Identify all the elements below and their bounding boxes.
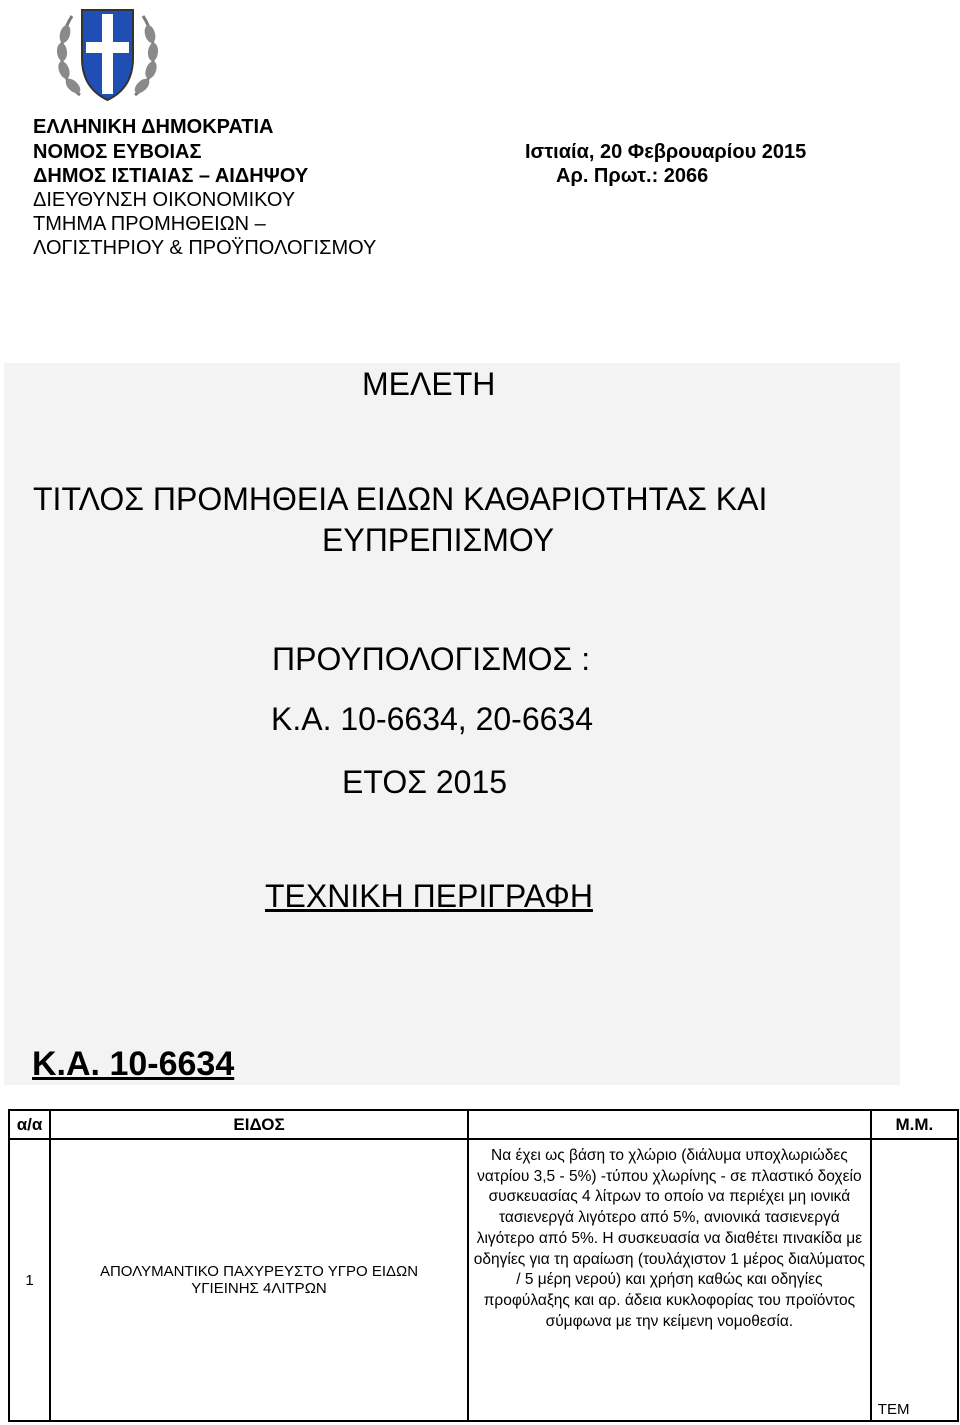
greek-coat-of-arms-icon bbox=[50, 0, 165, 110]
table-header-row bbox=[9, 1110, 958, 1139]
study-title-line-2: ΕΥΠΡΕΠΙΣΜΟΥ bbox=[322, 522, 555, 558]
row-item-name: ΑΠΟΛΥΜΑΝΤΙΚΟ ΠΑΧΥΡΕΥΣΤΟ ΥΓΡΟ ΕΙΔΩΝ ΥΓΙΕΙΝΗΣ 4ΛΙΤΡΩΝ bbox=[50, 1139, 468, 1421]
study-heading: ΜΕΛΕΤΗ bbox=[362, 366, 496, 402]
header-department: ΤΜΗΜΑ ΠΡΟΜΗΘΕΙΩΝ – bbox=[33, 213, 266, 235]
header-cell-unit: Μ.Μ. bbox=[871, 1110, 958, 1139]
header-cell-description bbox=[468, 1110, 871, 1139]
section-ka-code: Κ.Α. 10-6634 bbox=[32, 1045, 235, 1083]
budget-label: ΠΡΟΥΠΟΛΟΓΙΣΜΟΣ : bbox=[272, 641, 591, 677]
budget-codes: Κ.Α. 10-6634, 20-6634 bbox=[271, 701, 594, 737]
header-department-2: ΛΟΓΙΣΤΗΡΙΟΥ & ΠΡΟΫΠΟΛΟΓΙΣΜΟΥ bbox=[33, 237, 377, 259]
technical-description-heading: ΤΕΧΝΙΚΗ ΠΕΡΙΓΡΑΦΗ bbox=[265, 878, 593, 914]
study-title-line-1: ΤΙΤΛΟΣ ΠΡΟΜΗΘΕΙΑ ΕΙΔΩΝ ΚΑΘΑΡΙΟΤΗΤΑΣ ΚΑΙ bbox=[33, 481, 768, 517]
header-directorate: ΔΙΕΥΘΥΝΣΗ ΟΙΚΟΝΟΜΙΚΟΥ bbox=[33, 189, 296, 211]
header-prefecture: ΝΟΜΟΣ ΕΥΒΟΙΑΣ bbox=[33, 141, 202, 163]
header-cell-item: ΕΙΔΟΣ bbox=[50, 1110, 468, 1139]
table-row bbox=[9, 1139, 958, 1421]
budget-year: ΕΤΟΣ 2015 bbox=[342, 764, 508, 800]
items-table bbox=[8, 1109, 959, 1422]
header-cell-number: α/α bbox=[9, 1110, 50, 1139]
row-unit: ΤΕΜ bbox=[871, 1139, 958, 1421]
protocol-number: Αρ. Πρωτ.: 2066 bbox=[556, 165, 709, 187]
row-number: 1 bbox=[9, 1139, 50, 1421]
header-country: ΕΛΛΗΝΙΚΗ ΔΗΜΟΚΡΑΤΙΑ bbox=[33, 116, 274, 138]
row-description: Να έχει ως βάση το χλώριο (διάλυμα υποχλωριώδες νατρίου 3,5 - 5%) -τύπου χλωρίνης - σε πλαστικό δοχείο συσκευασίας 4 λίτρων το οποίο να περιέχει μη ιονικά τασιενεργά λιγότερο από 5%, ανιονικά τασιενεργά λιγότερο από 5%. Η συσκευασία να διαθέτει πινακίδα με οδηγίες για τη αραίωση (τουλάχιστον 1 μέρος διαλύματος / 5 μέρη νερού) και χρήση καθώς και οδηγίες προφύλαξης και αρ. άδεια κυκλοφορίας του προϊόντος σύμφωνα με την κείμενη νομοθεσία. bbox=[468, 1139, 871, 1421]
header-municipality: ΔΗΜΟΣ ΙΣΤΙΑΙΑΣ – ΑΙΔΗΨΟΥ bbox=[33, 165, 309, 187]
document-date: Ιστιαία, 20 Φεβρουαρίου 2015 bbox=[525, 141, 807, 163]
